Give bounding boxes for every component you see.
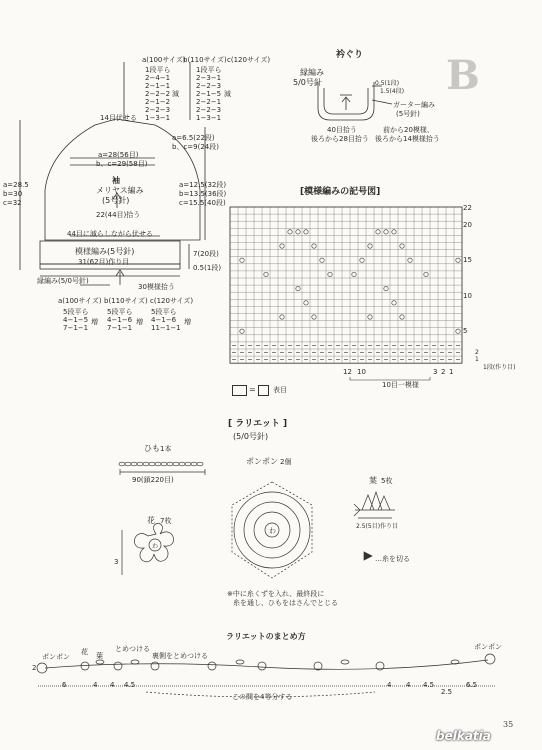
collar-garter: ガーター編み	[393, 101, 435, 109]
assembly-leaf-mark	[341, 660, 349, 664]
decrease-mark-bc: 減	[224, 90, 231, 98]
lariat-title: [ ラリエット ]	[228, 419, 288, 429]
dim-2: 2	[32, 664, 37, 672]
size-header-b: b(110サイズ)	[183, 56, 227, 64]
pompom-note-1: ※中に糸くずを入れ、最終段に	[227, 590, 325, 598]
ghost-letter: B	[446, 52, 480, 99]
flower-size: 3	[114, 558, 119, 566]
flower-count: 7枚	[160, 517, 172, 525]
row-label-15: 15	[463, 256, 472, 264]
assembly-title: ラリエットのまとめ方	[226, 632, 306, 641]
svg-text:わ: わ	[152, 543, 159, 550]
cord-title: ひも	[144, 444, 160, 453]
decrease-mark-a: 減	[172, 90, 179, 98]
row-note: 1段(作り目)	[483, 364, 516, 371]
dim-4b: 4	[110, 681, 115, 689]
edge-pickup: 30模様拾う	[138, 283, 175, 291]
assembly-flower-mark	[208, 662, 216, 670]
collar-needle: 5/0号針	[293, 78, 322, 87]
collar-edge: 縁編み	[300, 68, 324, 77]
collar-pickup: 40目拾う	[327, 126, 357, 134]
height-a: a=28.5	[3, 181, 29, 189]
edge-label: 縁編み(5/0号針)	[37, 277, 89, 285]
legend-label: 表目	[273, 386, 287, 394]
row-label-22: 22	[463, 204, 472, 212]
leaf-count: 5枚	[381, 477, 393, 485]
size-header-a: a(100サイズ)	[142, 56, 186, 64]
assembly-flower: 花	[81, 648, 88, 656]
row-label-2: 2	[475, 349, 479, 356]
collar-pickup-back: 後ろから28目拾う	[311, 135, 369, 143]
assembly-flower-mark	[314, 662, 322, 670]
page-number: 35	[503, 720, 514, 729]
col-label-3: 3	[433, 368, 438, 376]
assembly-back: 裏側をとめつける	[152, 652, 208, 660]
assembly-leaf: 葉	[96, 652, 103, 660]
band-height: 7(20段)	[193, 250, 219, 258]
collar-title: 衿ぐり	[336, 50, 364, 60]
assembly-cord	[45, 660, 488, 669]
assembly-leaf-mark	[451, 660, 459, 664]
cord-length: 90(鎖220目)	[132, 476, 174, 484]
assembly-pompom-left: ポンポン	[42, 653, 70, 661]
dim-4a: 4	[93, 681, 98, 689]
collar-height: 0.5(1段)	[375, 80, 400, 87]
decrease-list-bc: 1段平ら 2−3−1 2−2−3 2−1−5 2−2−1 2−2−3 1−3−1	[196, 66, 222, 122]
repeat-label: 10目一模様	[382, 381, 419, 389]
assembly-divide: この間を4等分する	[232, 693, 293, 701]
size-header-c: c(120サイズ)	[227, 56, 271, 64]
assembly-flower-mark	[81, 662, 89, 670]
assembly-flower-mark	[258, 662, 266, 670]
decrease-list-a: 1段平ら 2−4−1 2−1−1 2−2−2 2−1−2 2−2−3 1−3−1	[145, 66, 171, 122]
watermark-logo: belkatia	[436, 729, 491, 743]
inc-mark-a: 増	[91, 318, 98, 326]
assembly-leaf-mark	[236, 660, 244, 664]
height-b: b=30	[3, 190, 23, 198]
col-label-1: 1	[449, 368, 454, 376]
inc-mark-c: 増	[184, 318, 191, 326]
col-label-12: 12	[343, 368, 352, 376]
band-label: 模様編み(5号針)	[75, 247, 135, 256]
dim-2-5: 2.5	[441, 688, 453, 696]
width-bc: b、c=29(58目)	[96, 160, 148, 168]
inc-header-a: a(100サイズ)	[58, 297, 102, 305]
cord-count: 1本	[160, 445, 172, 453]
collar-pickup-back2: 後ろから14模様拾う	[375, 135, 440, 143]
pompom-count: 2個	[280, 458, 292, 466]
cut-note: …糸を切る	[375, 555, 410, 563]
flower-title: 花	[147, 516, 155, 525]
row-label-10: 10	[463, 292, 472, 300]
row-label-20: 20	[463, 221, 472, 229]
assembly-leaf-mark	[96, 660, 104, 664]
top-bind-off: 14目伏せる	[100, 114, 137, 122]
assembly-flower-mark	[114, 662, 122, 670]
svg-text:わ: わ	[269, 527, 276, 535]
len-c: c=15.5(40段)	[179, 199, 226, 207]
collar-pickup-front: 前から20模様、	[383, 126, 434, 134]
leaf-title: 葉	[369, 476, 377, 485]
assembly-leaf-mark	[131, 660, 139, 664]
row-label-5: 5	[463, 327, 468, 335]
height-c: c=32	[3, 199, 22, 207]
collar-garter-h: 1.5(4段)	[380, 88, 405, 95]
lariat-needle: (5/0号針)	[233, 432, 269, 441]
collar-garter-needle: (5号針)	[396, 110, 420, 118]
pompom-note-2: 糸を通し、ひもをはさんでとじる	[233, 599, 338, 607]
leaf-size: 2.5(5目)作り目	[356, 523, 399, 530]
pickup-22: 22(44目)拾う	[96, 211, 141, 219]
assembly-attach: とめつける	[115, 645, 150, 653]
inc-header-b: b(110サイズ)	[104, 297, 148, 305]
row-label-1: 1	[475, 356, 479, 363]
sleeve-stitch: メリヤス編み	[96, 186, 144, 195]
assembly-flower-mark	[151, 662, 159, 670]
dim-6: 6	[62, 681, 67, 689]
side-a: a=6.5(22段)	[172, 134, 215, 142]
dim-4d: 4	[406, 681, 411, 689]
edge-height: 0.5(1段)	[193, 264, 222, 272]
len-a: a=12.5(32段)	[179, 181, 227, 189]
col-label-2: 2	[441, 368, 446, 376]
side-bc: b、c=9(24段)	[172, 143, 219, 151]
len-b: b=13.5(36段)	[179, 190, 227, 198]
sleeve-needle: (5号針)	[102, 196, 130, 205]
chart-title: [模様編みの記号図]	[300, 187, 381, 197]
inc-list-c: 5段平ら 4−1−6 11−1−1	[151, 308, 181, 332]
sleeve-title: 袖	[112, 176, 120, 185]
dim-6-5: 6.5	[466, 681, 478, 689]
pompom-title: ポンポン	[246, 457, 278, 466]
dim-4c: 4	[387, 681, 392, 689]
dim-4-5a: 4.5	[124, 681, 136, 689]
bind-off-dec: 44目に減らしながら伏せる	[67, 230, 153, 238]
assembly-pompom-right: ポンポン	[474, 643, 502, 651]
band-width: 31(62目)作り目	[78, 258, 130, 266]
legend-eq: =	[249, 385, 256, 394]
width-a: a=28(56目)	[98, 151, 139, 159]
col-label-10: 10	[357, 368, 366, 376]
inc-list-a: 5段平ら 4−1−5 7−1−1	[63, 308, 89, 332]
dim-4-5b: 4.5	[423, 681, 435, 689]
inc-list-b: 5段平ら 4−1−6 7−1−1	[107, 308, 133, 332]
inc-mark-b: 増	[136, 318, 143, 326]
inc-header-c: c(120サイズ)	[150, 297, 194, 305]
